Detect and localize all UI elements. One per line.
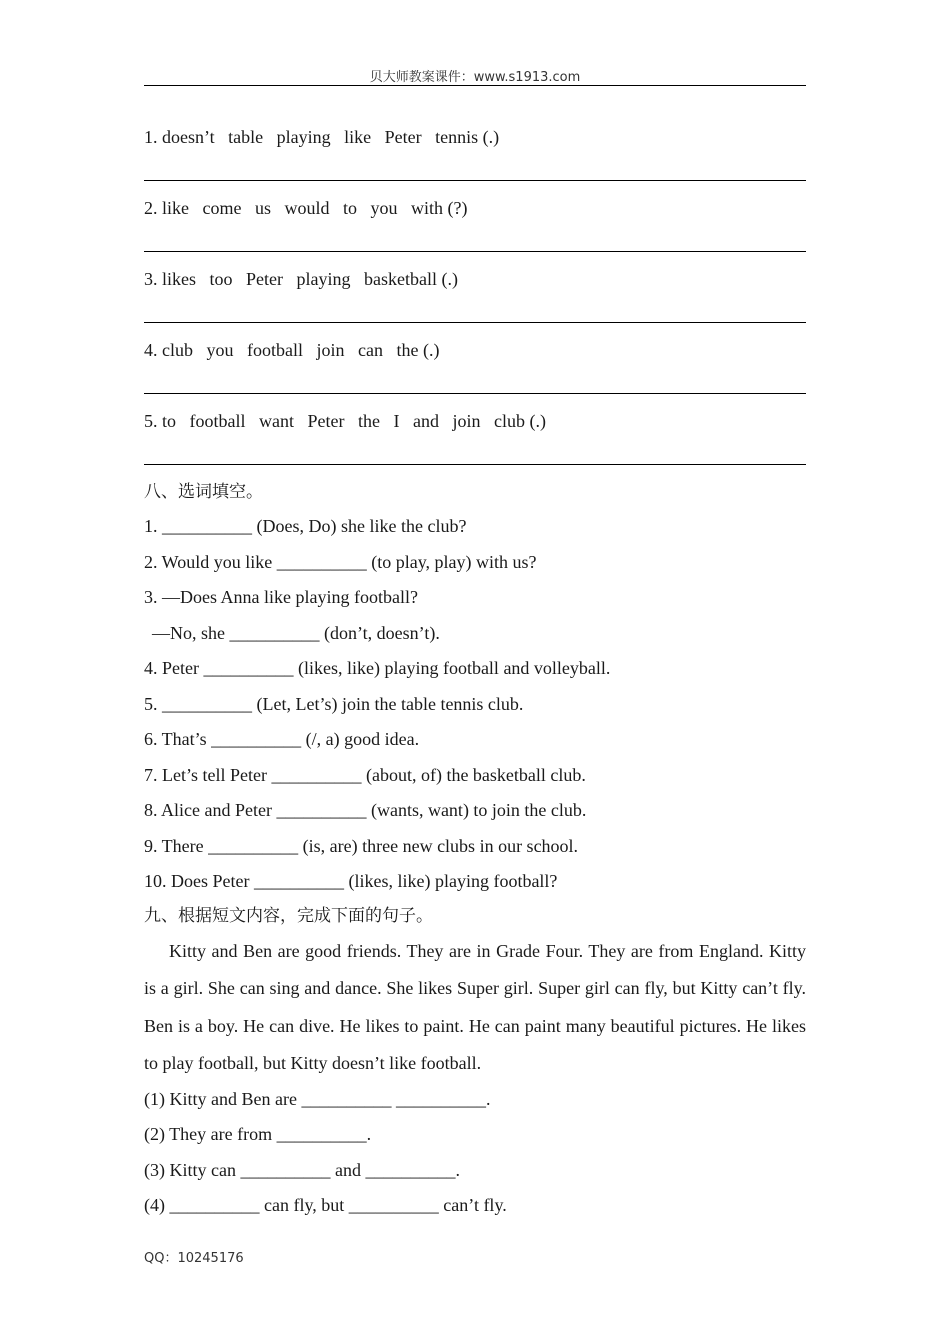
word: basketball (364, 269, 437, 289)
word: like (344, 127, 372, 147)
word: playing (296, 269, 351, 289)
fill-blank-item: 10. Does Peter __________ (likes, like) playing football? (144, 871, 558, 891)
word: club (162, 340, 193, 360)
word: football (189, 411, 246, 431)
item-number: 4. (144, 340, 158, 360)
word: playing (276, 127, 331, 147)
word: join (452, 411, 481, 431)
word: to (162, 411, 177, 431)
fill-blank-item: 8. Alice and Peter __________ (wants, want) to join the club. (144, 800, 587, 820)
word: Peter (307, 411, 345, 431)
word: join (316, 340, 345, 360)
item-number: 2. (144, 198, 158, 218)
answer-line (144, 322, 806, 323)
fill-blank-item: 6. That’s __________ (/, a) good idea. (144, 729, 420, 749)
punctuation-hint: (.) (529, 411, 547, 431)
word: us (254, 198, 271, 218)
word: likes (162, 269, 196, 289)
word: come (202, 198, 242, 218)
fill-blank-item: 5. __________ (Let, Let’s) join the table tennis club. (144, 694, 524, 714)
page-header: 贝大师教案课件：www.s1913.com (369, 70, 581, 85)
fill-blank-item: 1. __________ (Does, Do) she like the club? (144, 516, 467, 536)
word: want (259, 411, 295, 431)
punctuation-hint: (.) (423, 340, 440, 360)
footer-qq: QQ：10245176 (144, 1251, 244, 1266)
word: would (284, 198, 330, 218)
word: Peter (384, 127, 422, 147)
item-number: 1. (144, 127, 158, 147)
word: table (228, 127, 264, 147)
word: with (411, 198, 444, 218)
section-8-title: 八、选词填空。 (144, 482, 263, 502)
fill-blank-item: 4. Peter __________ (likes, like) playing football and volleyball. (144, 658, 611, 678)
word: the (396, 340, 419, 360)
word: football (247, 340, 303, 360)
word: to (343, 198, 358, 218)
header-divider (144, 85, 806, 86)
word: you (370, 198, 398, 218)
question-item: (2) They are from __________. (144, 1124, 372, 1144)
reading-passage: Kitty and Ben are good friends. They are in Grade Four. They are from England. Kitty is a girl. She can sing and dance. She likes Super girl. Super girl can fly, but Kitty can’t fly. Ben is a boy. He can dive. He likes to paint. He can paint many beautiful pictures. He likes to play football, but Kitty doesn’t like football. (144, 941, 806, 1073)
word: can (358, 340, 383, 360)
fill-blank-item: 7. Let’s tell Peter __________ (about, of) the basketball club. (144, 765, 586, 785)
word: too (209, 269, 233, 289)
answer-line (144, 464, 806, 465)
scramble-item (144, 198, 468, 218)
scramble-item (144, 340, 440, 360)
fill-blank-item: 2. Would you like __________ (to play, play) with us? (144, 552, 537, 572)
punctuation-hint: (.) (441, 269, 458, 289)
item-number: 5. (144, 411, 158, 431)
question-item: (1) Kitty and Ben are __________ __________. (144, 1089, 491, 1109)
word: club (494, 411, 526, 431)
word: the (358, 411, 380, 431)
answer-line (144, 393, 806, 394)
fill-blank-item: 9. There __________ (is, are) three new clubs in our school. (144, 836, 579, 856)
scramble-item (144, 411, 546, 431)
word: doesn’t (162, 127, 215, 147)
scramble-item (144, 269, 458, 289)
word: and (413, 411, 439, 431)
word: you (206, 340, 234, 360)
section-9-title: 九、根据短文内容，完成下面的句子。 (144, 906, 433, 926)
question-item: (3) Kitty can __________ and __________. (144, 1160, 460, 1180)
word: I (393, 411, 400, 431)
question-item: (4) __________ can fly, but __________ can’t fly. (144, 1195, 507, 1215)
punctuation-hint: (.) (482, 127, 500, 147)
word: Peter (246, 269, 283, 289)
fill-blank-item: 3. —Does Anna like playing football? (144, 587, 418, 607)
answer-line (144, 251, 806, 252)
word: tennis (435, 127, 479, 147)
fill-blank-item: —No, she __________ (don’t, doesn’t). (152, 623, 440, 643)
answer-line (144, 180, 806, 181)
punctuation-hint: (?) (447, 198, 468, 218)
scramble-item (144, 127, 499, 147)
word: like (162, 198, 189, 218)
item-number: 3. (144, 269, 158, 289)
